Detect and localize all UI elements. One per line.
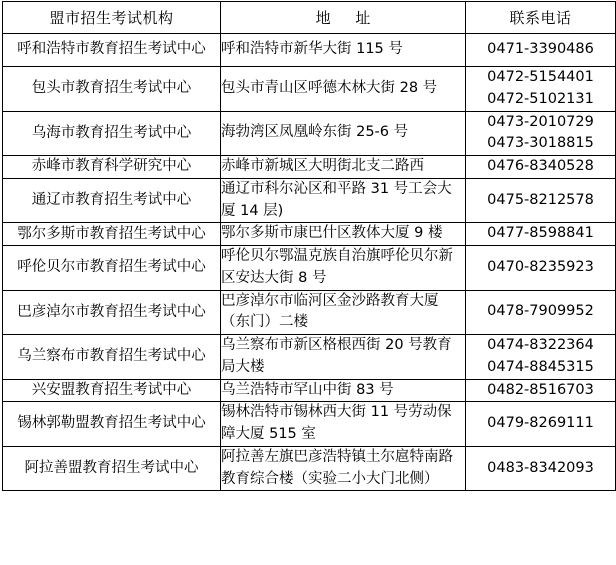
- table-row: [3, 67, 616, 112]
- cell-address: 锡林浩特市锡林西大街 11 号劳动保障大厦 515 室: [221, 402, 466, 447]
- cell-phone: [466, 246, 616, 291]
- phone-number: 0472-5102131: [487, 90, 594, 107]
- cell-organization: 包头市教育招生考试中心: [3, 67, 221, 112]
- cell-phone: [466, 67, 616, 112]
- cell-organization: 乌海市教育招生考试中心: [3, 111, 221, 156]
- cell-organization: 呼和浩特市教育招生考试中心: [3, 34, 221, 67]
- column-header-address-label: 地 址: [315, 9, 381, 27]
- contact-table-container: [0, 1, 616, 565]
- cell-organization: 巴彦淖尔市教育招生考试中心: [3, 290, 221, 335]
- column-header-phone: 联系电话: [466, 2, 616, 34]
- cell-organization: 乌兰察布市教育招生考试中心: [3, 335, 221, 380]
- phone-number: 0470-8235923: [487, 258, 594, 275]
- table-row: [3, 246, 616, 291]
- phone-number: 0473-3018815: [487, 135, 594, 152]
- table-row: [3, 223, 616, 246]
- cell-phone: [466, 223, 616, 246]
- table-row: [3, 178, 616, 223]
- table-row: [3, 111, 616, 156]
- cell-organization: 锡林郭勒盟教育招生考试中心: [3, 402, 221, 447]
- table-row: [3, 156, 616, 179]
- column-header-organization: 盟市招生考试机构: [3, 2, 221, 34]
- cell-address: 海勃湾区凤凰岭东街 25-6 号: [221, 111, 466, 156]
- table-header: [3, 2, 616, 34]
- cell-address: 阿拉善左旗巴彦浩特镇土尔扈特南路教育综合楼（实验二小大门北侧）: [221, 446, 466, 491]
- cell-organization: 阿拉善盟教育招生考试中心: [3, 446, 221, 491]
- table-row: [3, 290, 616, 335]
- cell-phone: [466, 178, 616, 223]
- phone-number: 0471-3390486: [487, 41, 594, 58]
- phone-number: 0479-8269111: [487, 415, 594, 432]
- cell-address: 巴彦淖尔市临河区金沙路教育大厦（东门）二楼: [221, 290, 466, 335]
- phone-number: 0472-5154401: [487, 69, 594, 85]
- table-row: [3, 34, 616, 67]
- phone-number: 0474-8322364: [487, 337, 594, 353]
- column-header-address: [221, 2, 466, 34]
- exam-agency-contact-table: [2, 1, 616, 491]
- cell-organization: 兴安盟教育招生考试中心: [3, 379, 221, 402]
- table-body: [3, 34, 616, 491]
- cell-phone: [466, 111, 616, 156]
- cell-organization: 赤峰市教育科学研究中心: [3, 156, 221, 179]
- cell-address: 呼伦贝尔鄂温克族自治旗呼伦贝尔新区安达大街 8 号: [221, 246, 466, 291]
- phone-number: 0473-2010729: [487, 113, 594, 130]
- cell-address: 鄂尔多斯市康巴什区教体大厦 9 楼: [221, 223, 466, 246]
- cell-organization: 鄂尔多斯市教育招生考试中心: [3, 223, 221, 246]
- phone-number: 0477-8598841: [487, 225, 594, 242]
- phone-number: 0482-8516703: [487, 381, 594, 398]
- cell-phone: [466, 335, 616, 380]
- phone-number: 0483-8342093: [487, 459, 594, 476]
- cell-address: 乌兰察布市新区格根西街 20 号教育局大楼: [221, 335, 466, 380]
- table-header-row: [3, 2, 616, 34]
- phone-number: 0478-7909952: [487, 303, 594, 320]
- cell-phone: [466, 34, 616, 67]
- cell-phone: [466, 156, 616, 179]
- cell-address: 包头市青山区呼德木林大街 28 号: [221, 67, 466, 112]
- phone-number: 0474-8845315: [487, 358, 594, 375]
- cell-phone: [466, 379, 616, 402]
- phone-number: 0475-8212578: [487, 191, 594, 208]
- phone-number: 0476-8340528: [487, 158, 594, 174]
- table-row: [3, 335, 616, 380]
- cell-address: 通辽市科尔沁区和平路 31 号工会大厦 14 层): [221, 178, 466, 223]
- table-row: [3, 402, 616, 447]
- cell-phone: [466, 446, 616, 491]
- cell-phone: [466, 402, 616, 447]
- table-row: [3, 379, 616, 402]
- cell-phone: [466, 290, 616, 335]
- cell-address: 乌兰浩特市罕山中街 83 号: [221, 379, 466, 402]
- cell-organization: 呼伦贝尔市教育招生考试中心: [3, 246, 221, 291]
- cell-address: 赤峰市新城区大明街北支二路西: [221, 156, 466, 179]
- cell-organization: 通辽市教育招生考试中心: [3, 178, 221, 223]
- cell-address: 呼和浩特市新华大街 115 号: [221, 34, 466, 67]
- table-row: [3, 446, 616, 491]
